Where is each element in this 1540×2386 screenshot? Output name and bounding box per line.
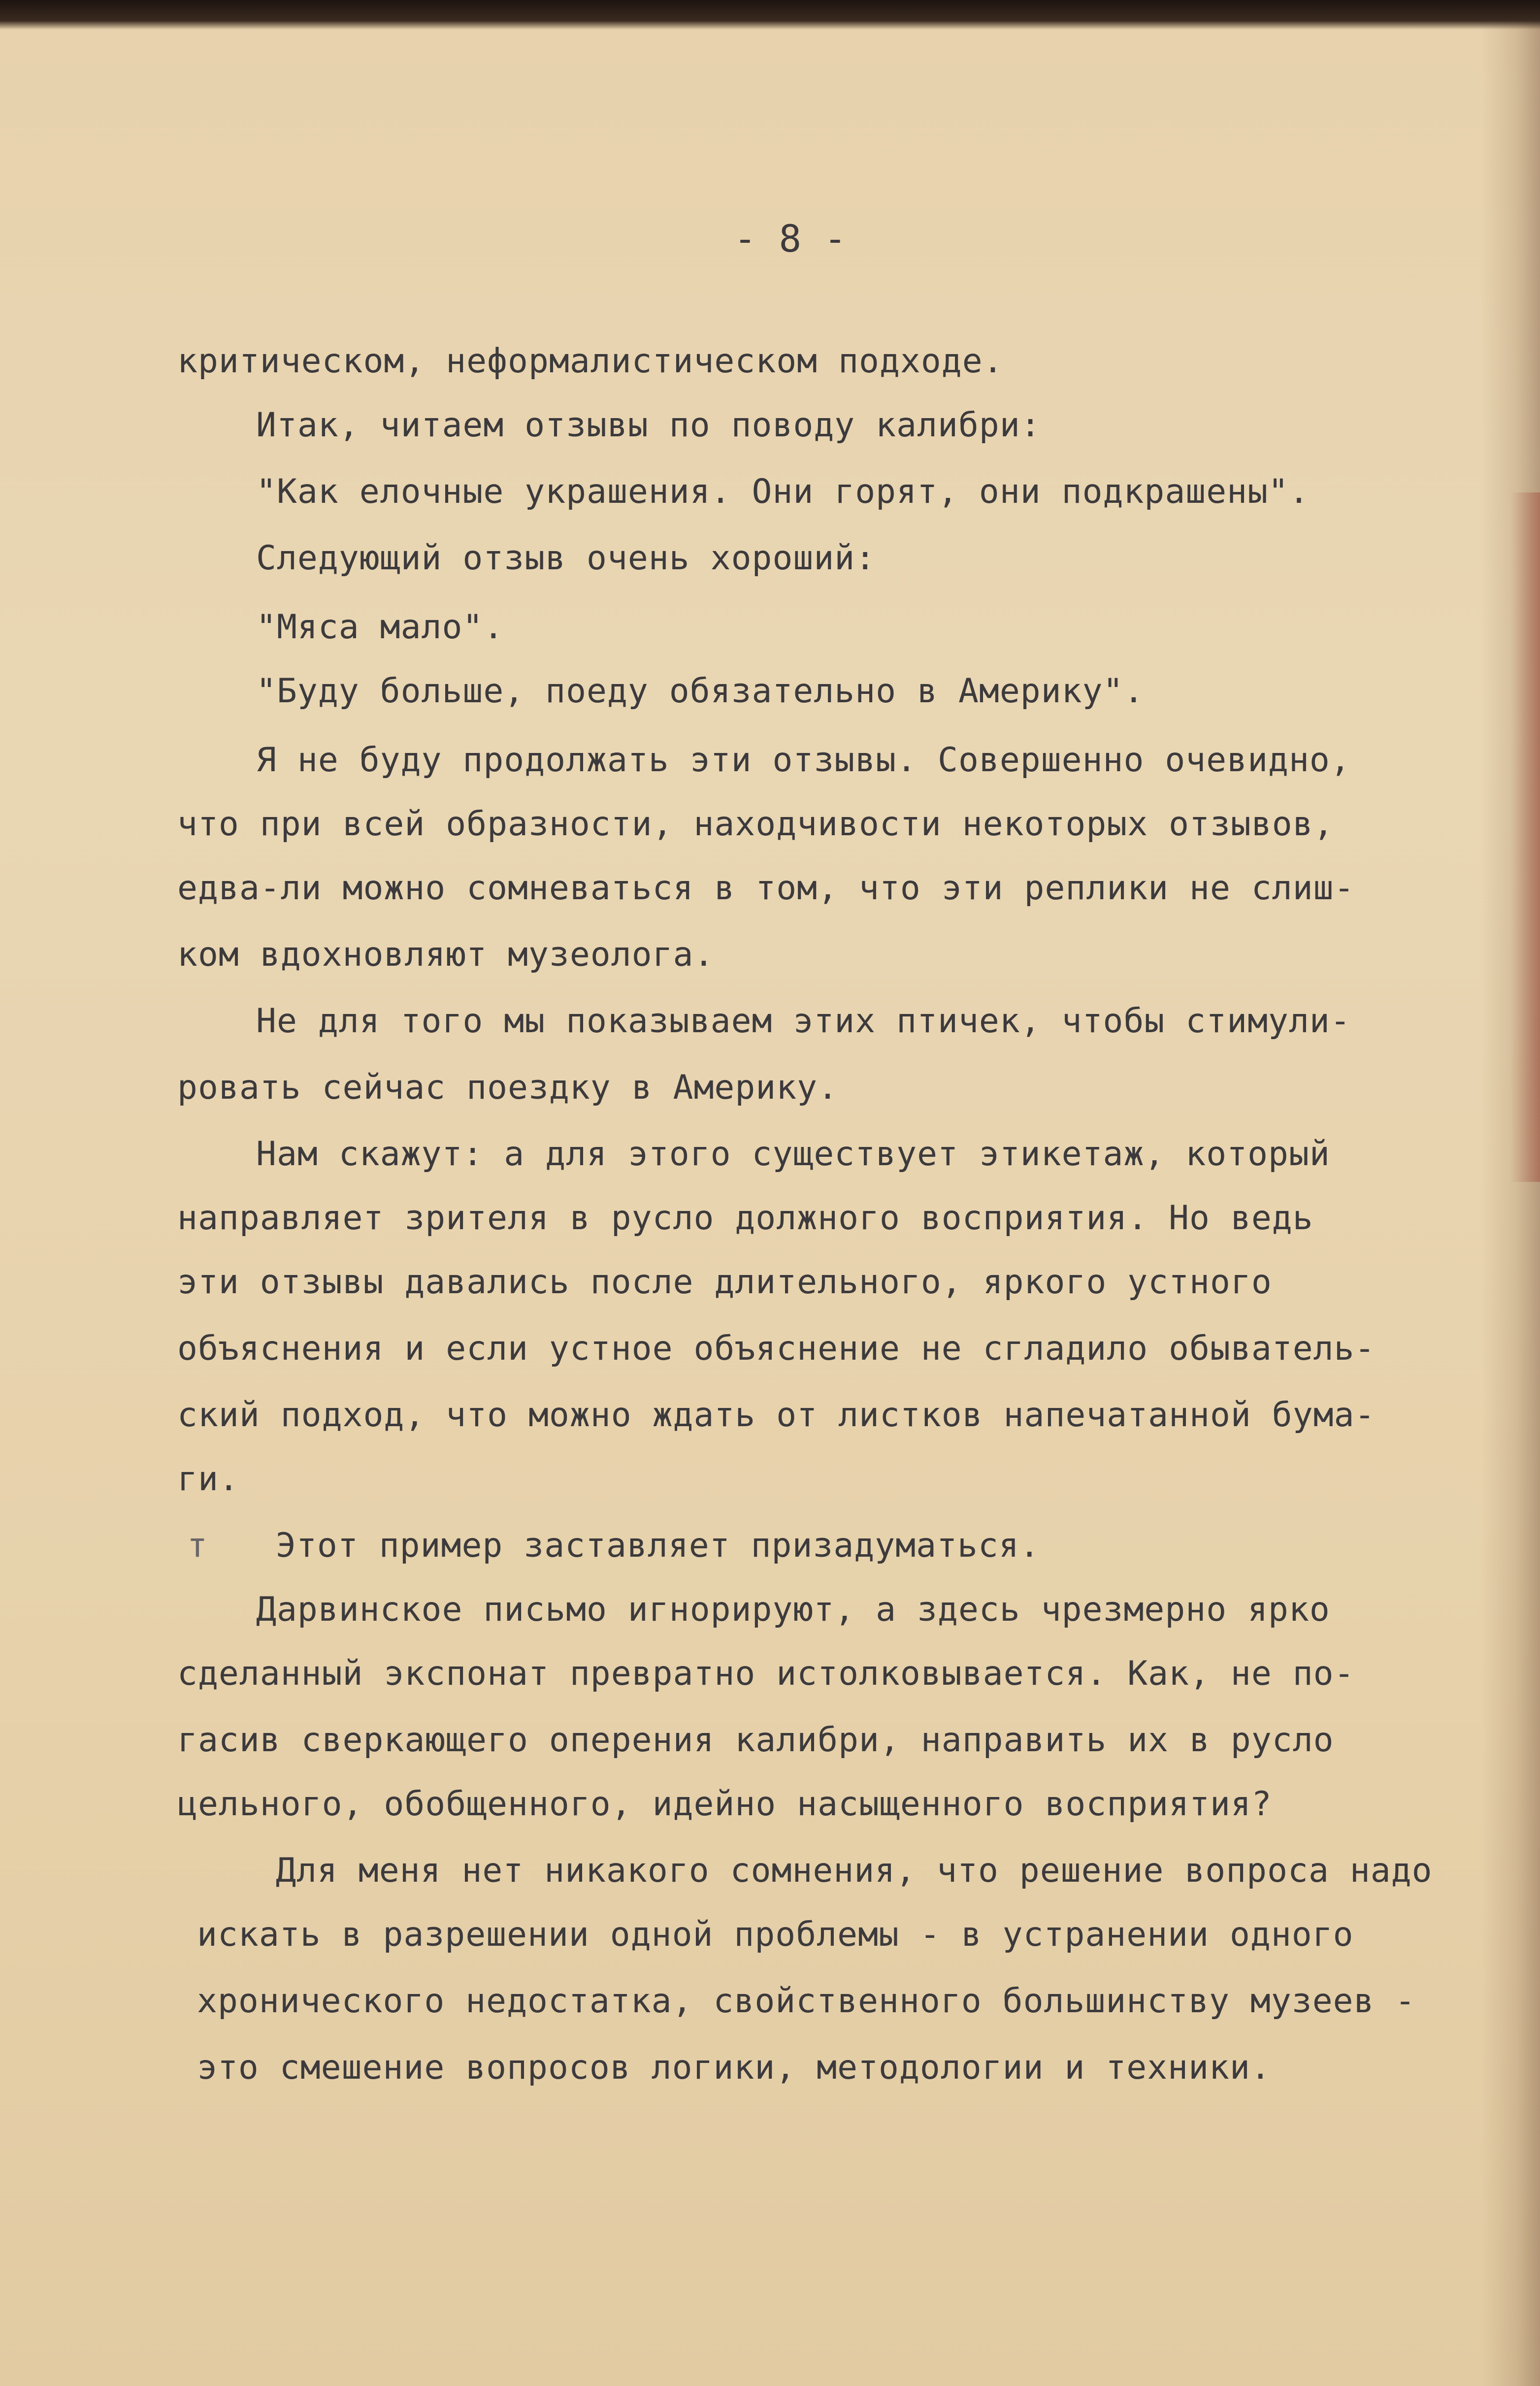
- text-line: хронического недостатка, свойственного большинству музеев -: [197, 1982, 1416, 2021]
- text-line: ровать сейчас поездку в Америку.: [177, 1068, 839, 1107]
- text-line: "Как елочные украшения. Они горят, они подкрашены".: [256, 472, 1310, 511]
- page-number: - 8 -: [734, 217, 847, 261]
- text-line: цельного, обобщенного, идейно насыщенного восприятия?: [177, 1785, 1272, 1824]
- top-shadow: [0, 0, 1540, 30]
- text-line: Я не буду продолжать эти отзывы. Совершенно очевидно,: [256, 741, 1351, 780]
- text-line: ги.: [177, 1460, 239, 1499]
- text-line: объяснения и если устное объяснение не сгладило обыватель-: [177, 1329, 1376, 1368]
- text-line: ский подход, что можно ждать от листков напечатанной бума-: [177, 1396, 1376, 1435]
- text-line: это смешение вопросов логики, методологии и техники.: [197, 2048, 1271, 2087]
- text-line: Итак, читаем отзывы по поводу калибри:: [256, 406, 1041, 445]
- text-line: Не для того мы показываем этих птичек, чтобы стимули-: [256, 1002, 1351, 1041]
- text-line: направляет зрителя в русло должного восприятия. Но ведь: [177, 1199, 1313, 1238]
- text-line: Дарвинское письмо игнорируют, а здесь чрезмерно ярко: [256, 1590, 1330, 1629]
- text-line: эти отзывы давались после длительного, яркого устного: [177, 1263, 1272, 1302]
- text-line: критическом, неформалистическом подходе.: [177, 342, 1004, 381]
- text-line: Следующий отзыв очень хороший:: [256, 539, 876, 578]
- text-line: т: [187, 1526, 208, 1565]
- text-line: Для меня нет никакого сомнения, что решение вопроса надо: [276, 1851, 1433, 1890]
- text-line: Нам скажут: а для этого существует этикетаж, который: [256, 1135, 1330, 1174]
- text-line: "Буду больше, поеду обязательно в Америку".: [256, 672, 1145, 711]
- binding-stain: [1510, 492, 1540, 1182]
- text-line: едва-ли можно сомневаться в том, что эти реплики не слиш-: [177, 869, 1355, 908]
- text-line: ком вдохновляют музеолога.: [177, 935, 715, 974]
- text-line: гасив сверкающего оперения калибри, направить их в русло: [177, 1721, 1334, 1760]
- page-edge-shadow: [1481, 20, 1540, 2386]
- text-line: Этот пример заставляет призадуматься.: [276, 1526, 1040, 1565]
- text-line: что при всей образности, находчивости некоторых отзывов,: [177, 805, 1334, 844]
- text-line: сделанный экспонат превратно истолковывается. Как, не по-: [177, 1654, 1355, 1693]
- text-line: "Мяса мало".: [256, 608, 504, 647]
- text-line: искать в разрешении одной проблемы - в устранении одного: [197, 1915, 1354, 1954]
